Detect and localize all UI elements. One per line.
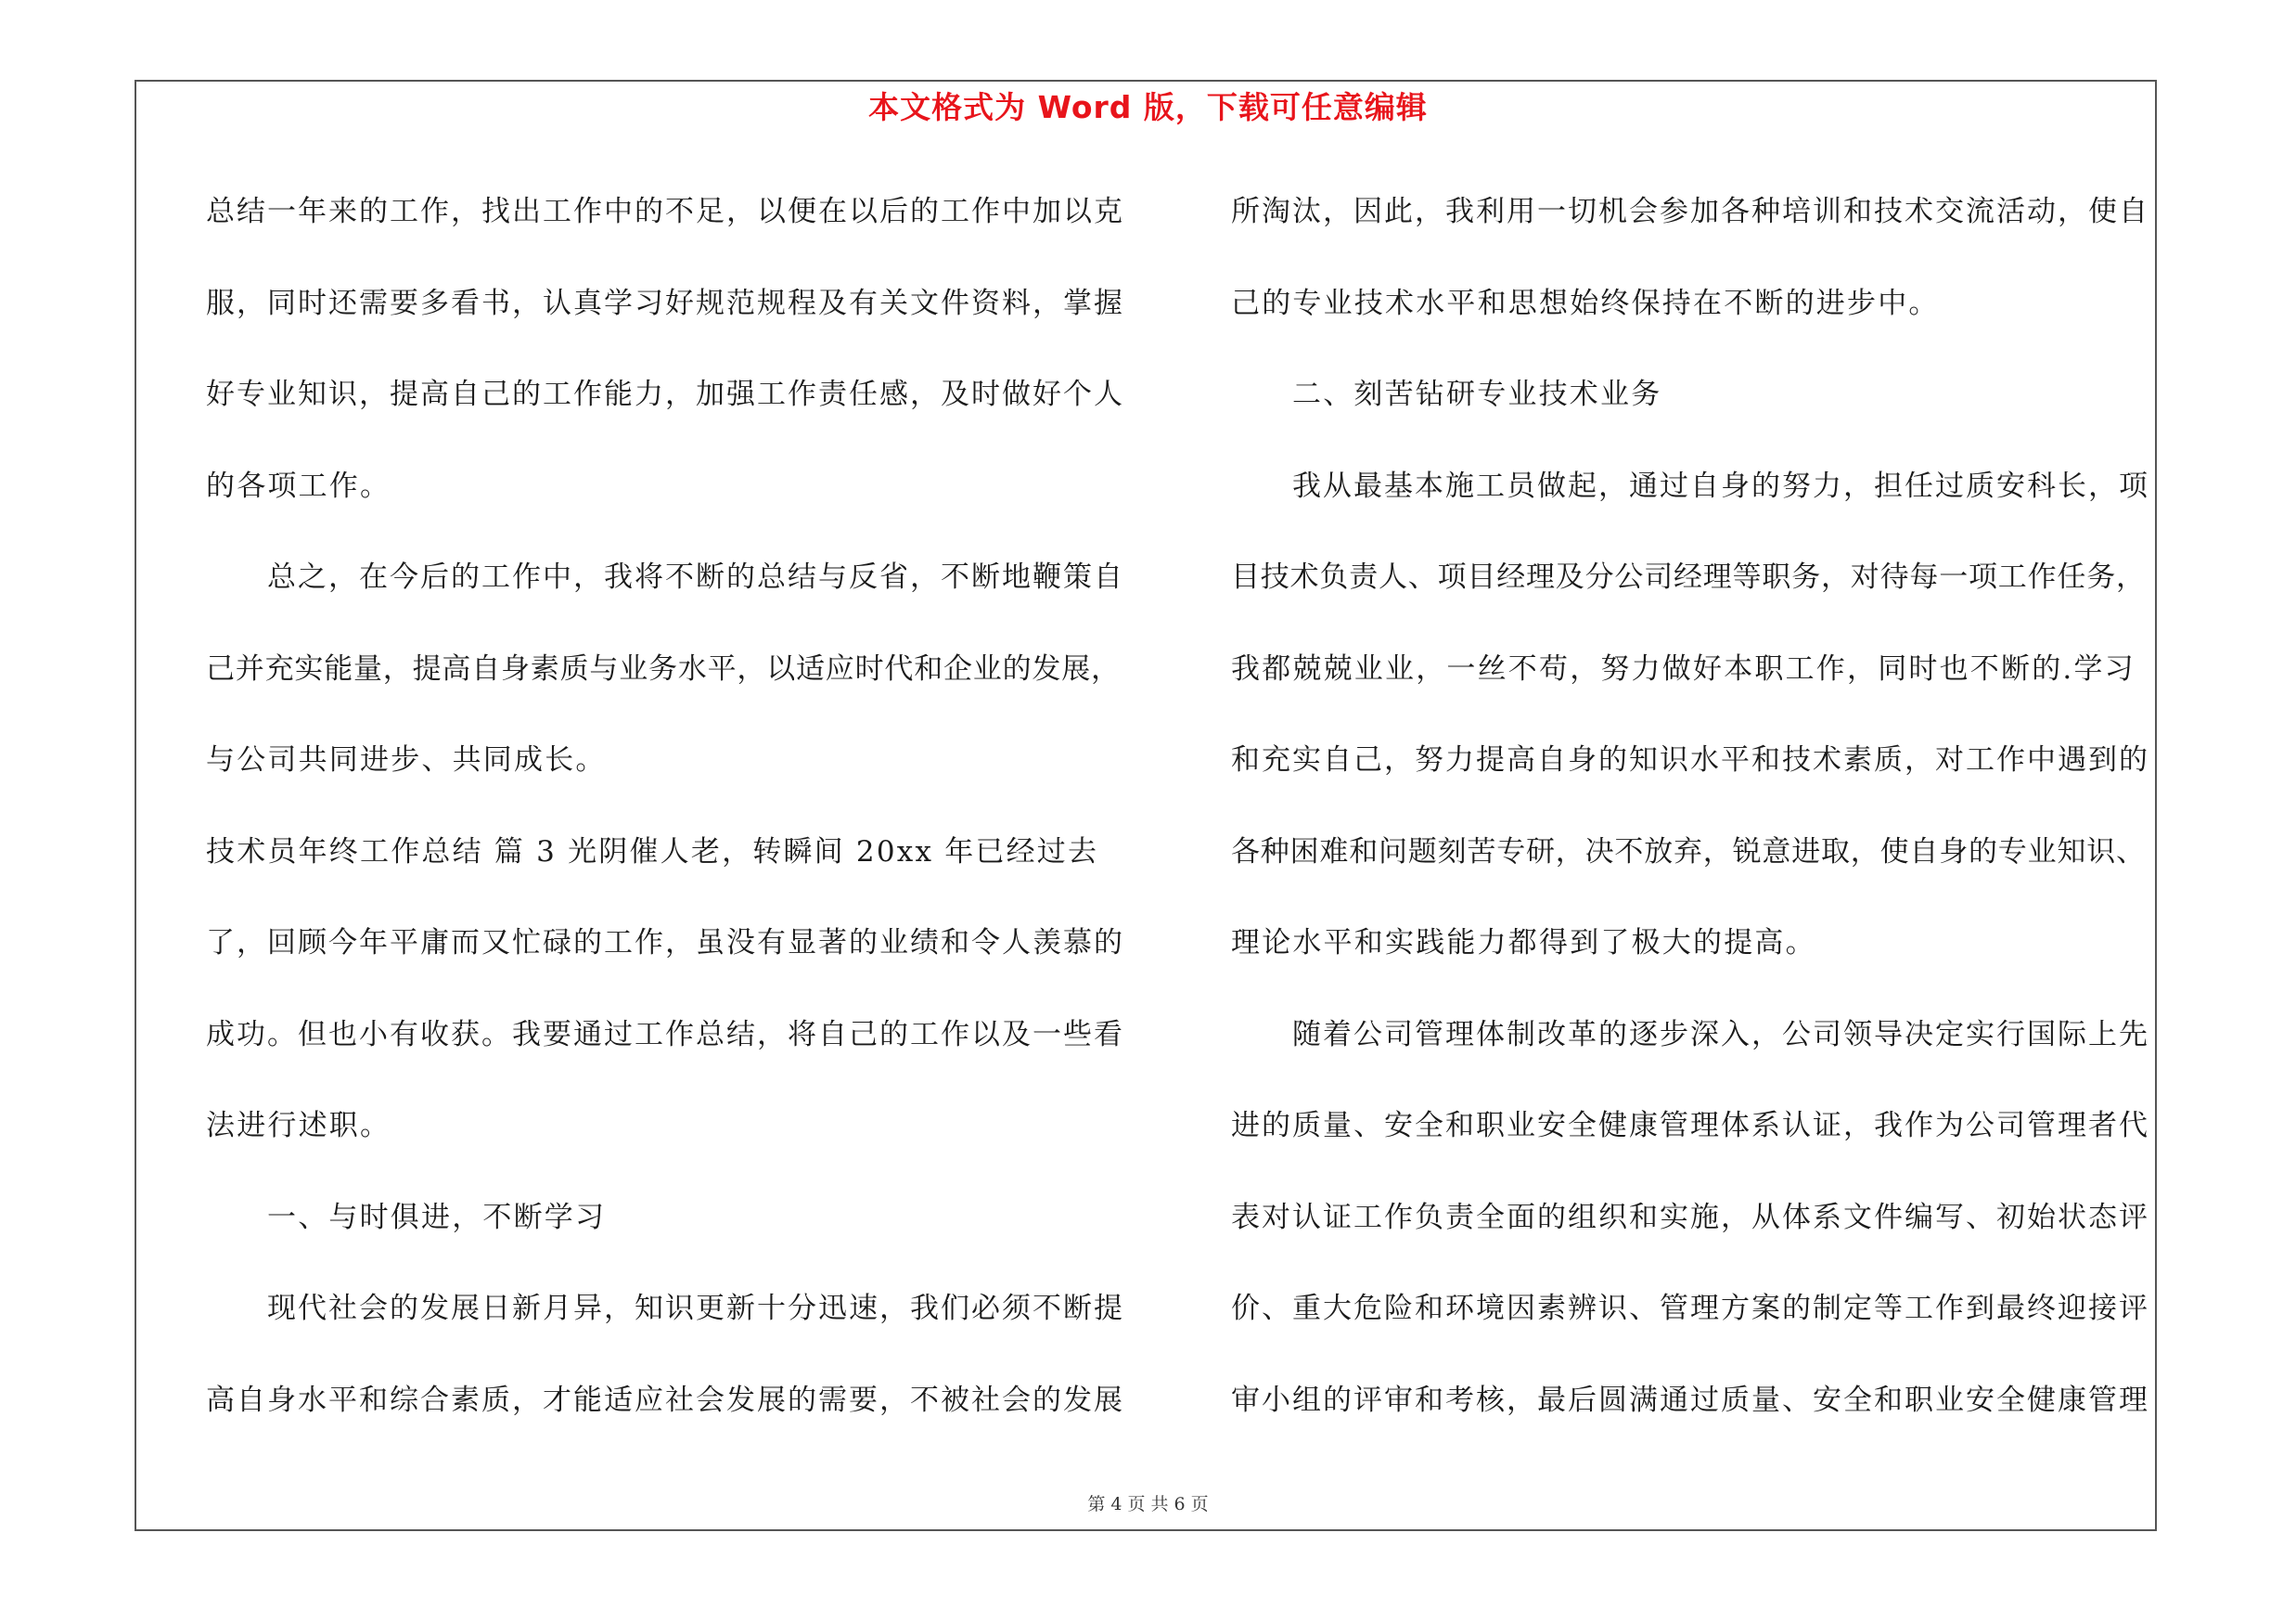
text-line: 随着公司管理体制改革的逐步深入，公司领导决定实行国际上先 <box>1292 1017 2149 1051</box>
text-line: 技术员年终工作总结 篇 3 光阴催人老，转瞬间 20xx 年已经过去 <box>206 834 1099 869</box>
text-line: 法进行述职。 <box>206 1109 391 1142</box>
text-line: 总之，在今后的工作中，我将不断的总结与反省，不断地鞭策自 <box>267 560 1124 594</box>
text-line: 价、重大危险和环境因素辨识、管理方案的制定等工作到最终迎接评 <box>1231 1292 2149 1325</box>
text-line: 高自身水平和综合素质，才能适应社会发展的需要，不被社会的发展 <box>206 1383 1124 1417</box>
footer-suffix: 页 <box>1190 1494 1209 1514</box>
text-line: 审小组的评审和考核，最后圆满通过质量、安全和职业安全健康管理 <box>1231 1383 2149 1417</box>
text-line: 成功。但也小有收获。我要通过工作总结，将自己的工作以及一些看 <box>206 1017 1124 1051</box>
text-line: 我从最基本施工员做起，通过自身的努力，担任过质安科长，项 <box>1292 469 2149 503</box>
text-line: 所淘汰，因此，我利用一切机会参加各种培训和技术交流活动，使自 <box>1231 195 2149 228</box>
left-column <box>206 186 1124 1465</box>
text-line: 现代社会的发展日新月异，知识更新十分迅速，我们必须不断提 <box>267 1292 1124 1325</box>
text-line: 好专业知识，提高自己的工作能力，加强工作责任感，及时做好个人 <box>206 378 1124 411</box>
text-line: 己的专业技术水平和思想始终保持在不断的进步中。 <box>1231 286 1940 320</box>
text-line: 与公司共同进步、共同成长。 <box>206 743 607 777</box>
text-line: 服，同时还需要多看书，认真学习好规范规程及有关文件资料，掌握 <box>206 286 1124 320</box>
text-line: 和充实自己，努力提高自身的知识水平和技术素质，对工作中遇到的 <box>1231 743 2149 777</box>
text-line: 表对认证工作负责全面的组织和实施，从体系文件编写、初始状态评 <box>1231 1200 2149 1234</box>
text-line: 各种困难和问题刻苦专研，决不放弃，锐意进取，使自身的专业知识、 <box>1231 834 2146 869</box>
format-banner: 本文格式为 Word 版，下载可任意编辑 <box>868 89 1428 125</box>
text-line: 总结一年来的工作，找出工作中的不足，以便在以后的工作中加以克 <box>206 195 1124 228</box>
text-line: 了，回顾今年平庸而又忙碌的工作，虽没有显著的业绩和令人羡慕的 <box>206 926 1124 960</box>
page-footer <box>0 1491 2296 1517</box>
text-line: 己并充实能量，提高自身素质与业务水平，以适应时代和企业的发展， <box>206 651 1121 686</box>
text-line: 一、与时俱进，不断学习 <box>267 1200 607 1234</box>
text-line: 目技术负责人、项目经理及分公司经理等职务，对待每一项工作任务， <box>1231 560 2146 594</box>
text-line: 进的质量、安全和职业安全健康管理体系认证，我作为公司管理者代 <box>1231 1109 2149 1142</box>
right-column <box>1231 186 2149 1465</box>
footer-middle: 页 共 <box>1127 1494 1169 1514</box>
text-line: 的各项工作。 <box>206 469 391 503</box>
footer-current-page: 4 <box>1110 1494 1122 1514</box>
text-line: 理论水平和实践能力都得到了极大的提高。 <box>1231 926 1816 960</box>
text-line: 二、刻苦钻研专业技术业务 <box>1292 378 1662 411</box>
footer-prefix: 第 <box>1087 1494 1106 1514</box>
text-line: 我都兢兢业业，一丝不苟，努力做好本职工作，同时也不断的.学习 <box>1231 651 2136 686</box>
footer-total-pages: 6 <box>1174 1494 1186 1514</box>
